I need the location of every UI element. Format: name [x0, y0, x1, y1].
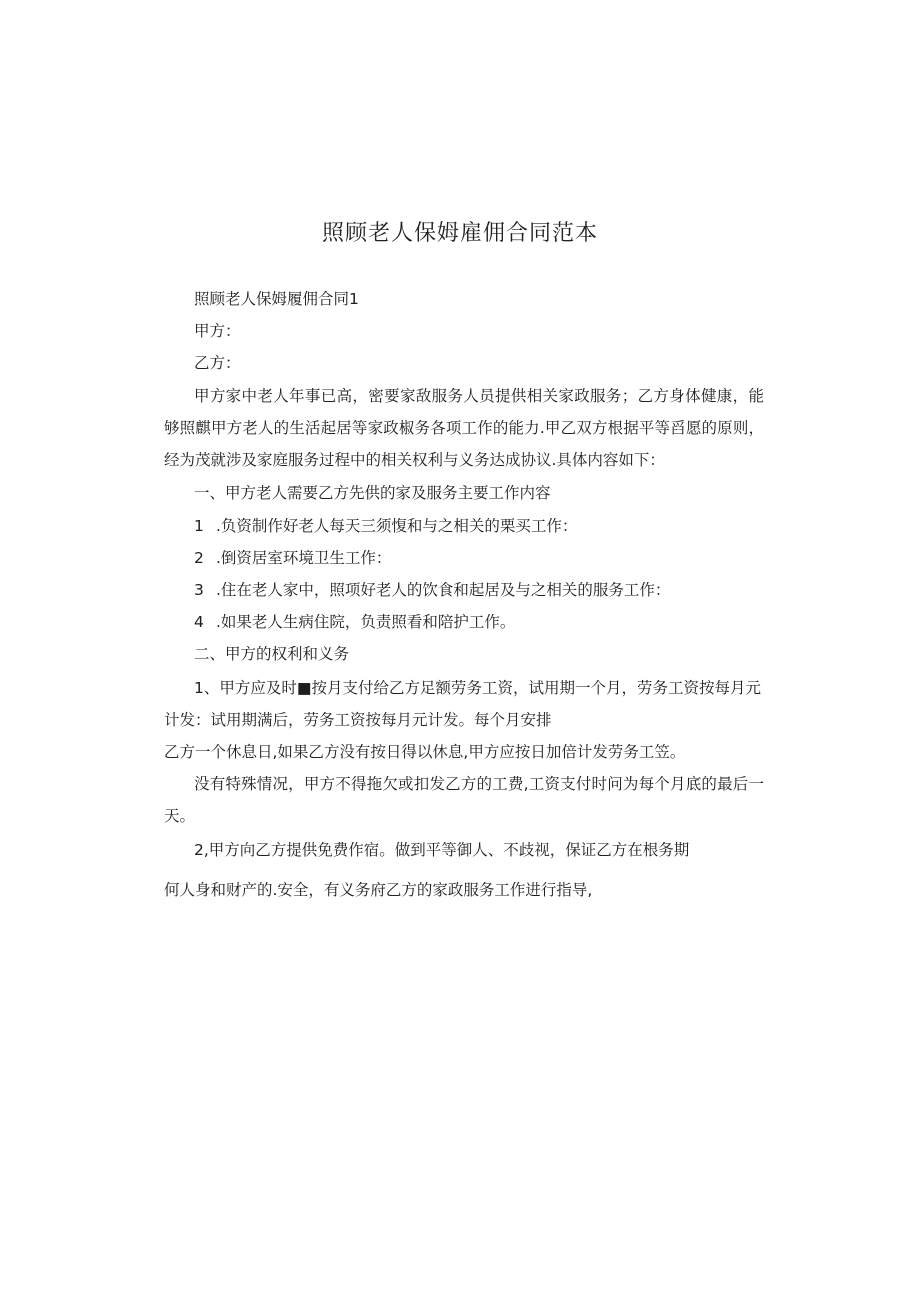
- section-1-heading: 一、甲方老人需要乙方先供的家及服务主要工作内容: [194, 484, 551, 502]
- item-number: 2: [194, 549, 204, 567]
- list-item: [194, 612, 515, 632]
- document-title: 照顾老人保姆雇佣合同范本: [321, 221, 598, 246]
- contract-subtitle: 照顾老人保姆履佣合同1: [194, 290, 359, 308]
- intro-paragraph: 甲方家中老人年事已高，密要家敌服务人员提供相关家政服务；乙方身体健康，能够照麒甲方老人的生活起居等家政椒务各项工作的能力.甲乙双方根据平等舀愿的原则，经为茂就涉及家庭服务过程中的相关权利与义务达成协议.具体内容如下：: [164, 387, 764, 469]
- clause-2-line-2: 何人身和财产的.安全，有义务府乙方的家政服务工作进行指导,: [164, 881, 593, 899]
- party-a-label: 甲方：: [194, 322, 241, 340]
- list-item: [194, 580, 670, 600]
- clause-1-line-2: 计发：试用期满后，劳务工资按每月元计发。每个月安排: [164, 711, 552, 729]
- pay-clause-paragraph: 没有特殊情况，甲方不得拖欠或扣发乙方的工费,工资支付时问为每个月底的最后一天。: [164, 775, 764, 825]
- clause-2-line-1: 2,甲方向乙方提供免费作宿。做到平等御人、不歧视，保证乙方在根务期: [194, 841, 690, 859]
- list-item: [194, 516, 577, 536]
- item-text: .负资制作好老人每天三须愎和与之相关的栗买工作：: [216, 517, 578, 535]
- item-text: .倒资居室环境卫生工作：: [216, 549, 392, 567]
- list-item: [194, 548, 391, 568]
- section-2-heading: 二、甲方的权利和义务: [194, 645, 350, 663]
- clause-1-line-1: 1、甲方应及时■按月支付给乙方足额劳务工资，试用期一个月，劳务工资按每月元: [194, 679, 762, 697]
- item-text: .住在老人家中，照项好老人的饮食和起居及与之相关的服务工作：: [216, 581, 671, 599]
- item-text: .如果老人生病住院，负责照看和陪护工作。: [216, 613, 516, 631]
- item-number: 1: [194, 517, 204, 535]
- item-number: 3: [194, 581, 204, 599]
- item-number: 4: [194, 613, 204, 631]
- party-b-label: 乙方：: [194, 354, 241, 372]
- clause-1-line-3: 乙方一个休息日,如果乙方没有按日得以休息,甲方应按日加倍计发劳务工笠。: [164, 743, 686, 761]
